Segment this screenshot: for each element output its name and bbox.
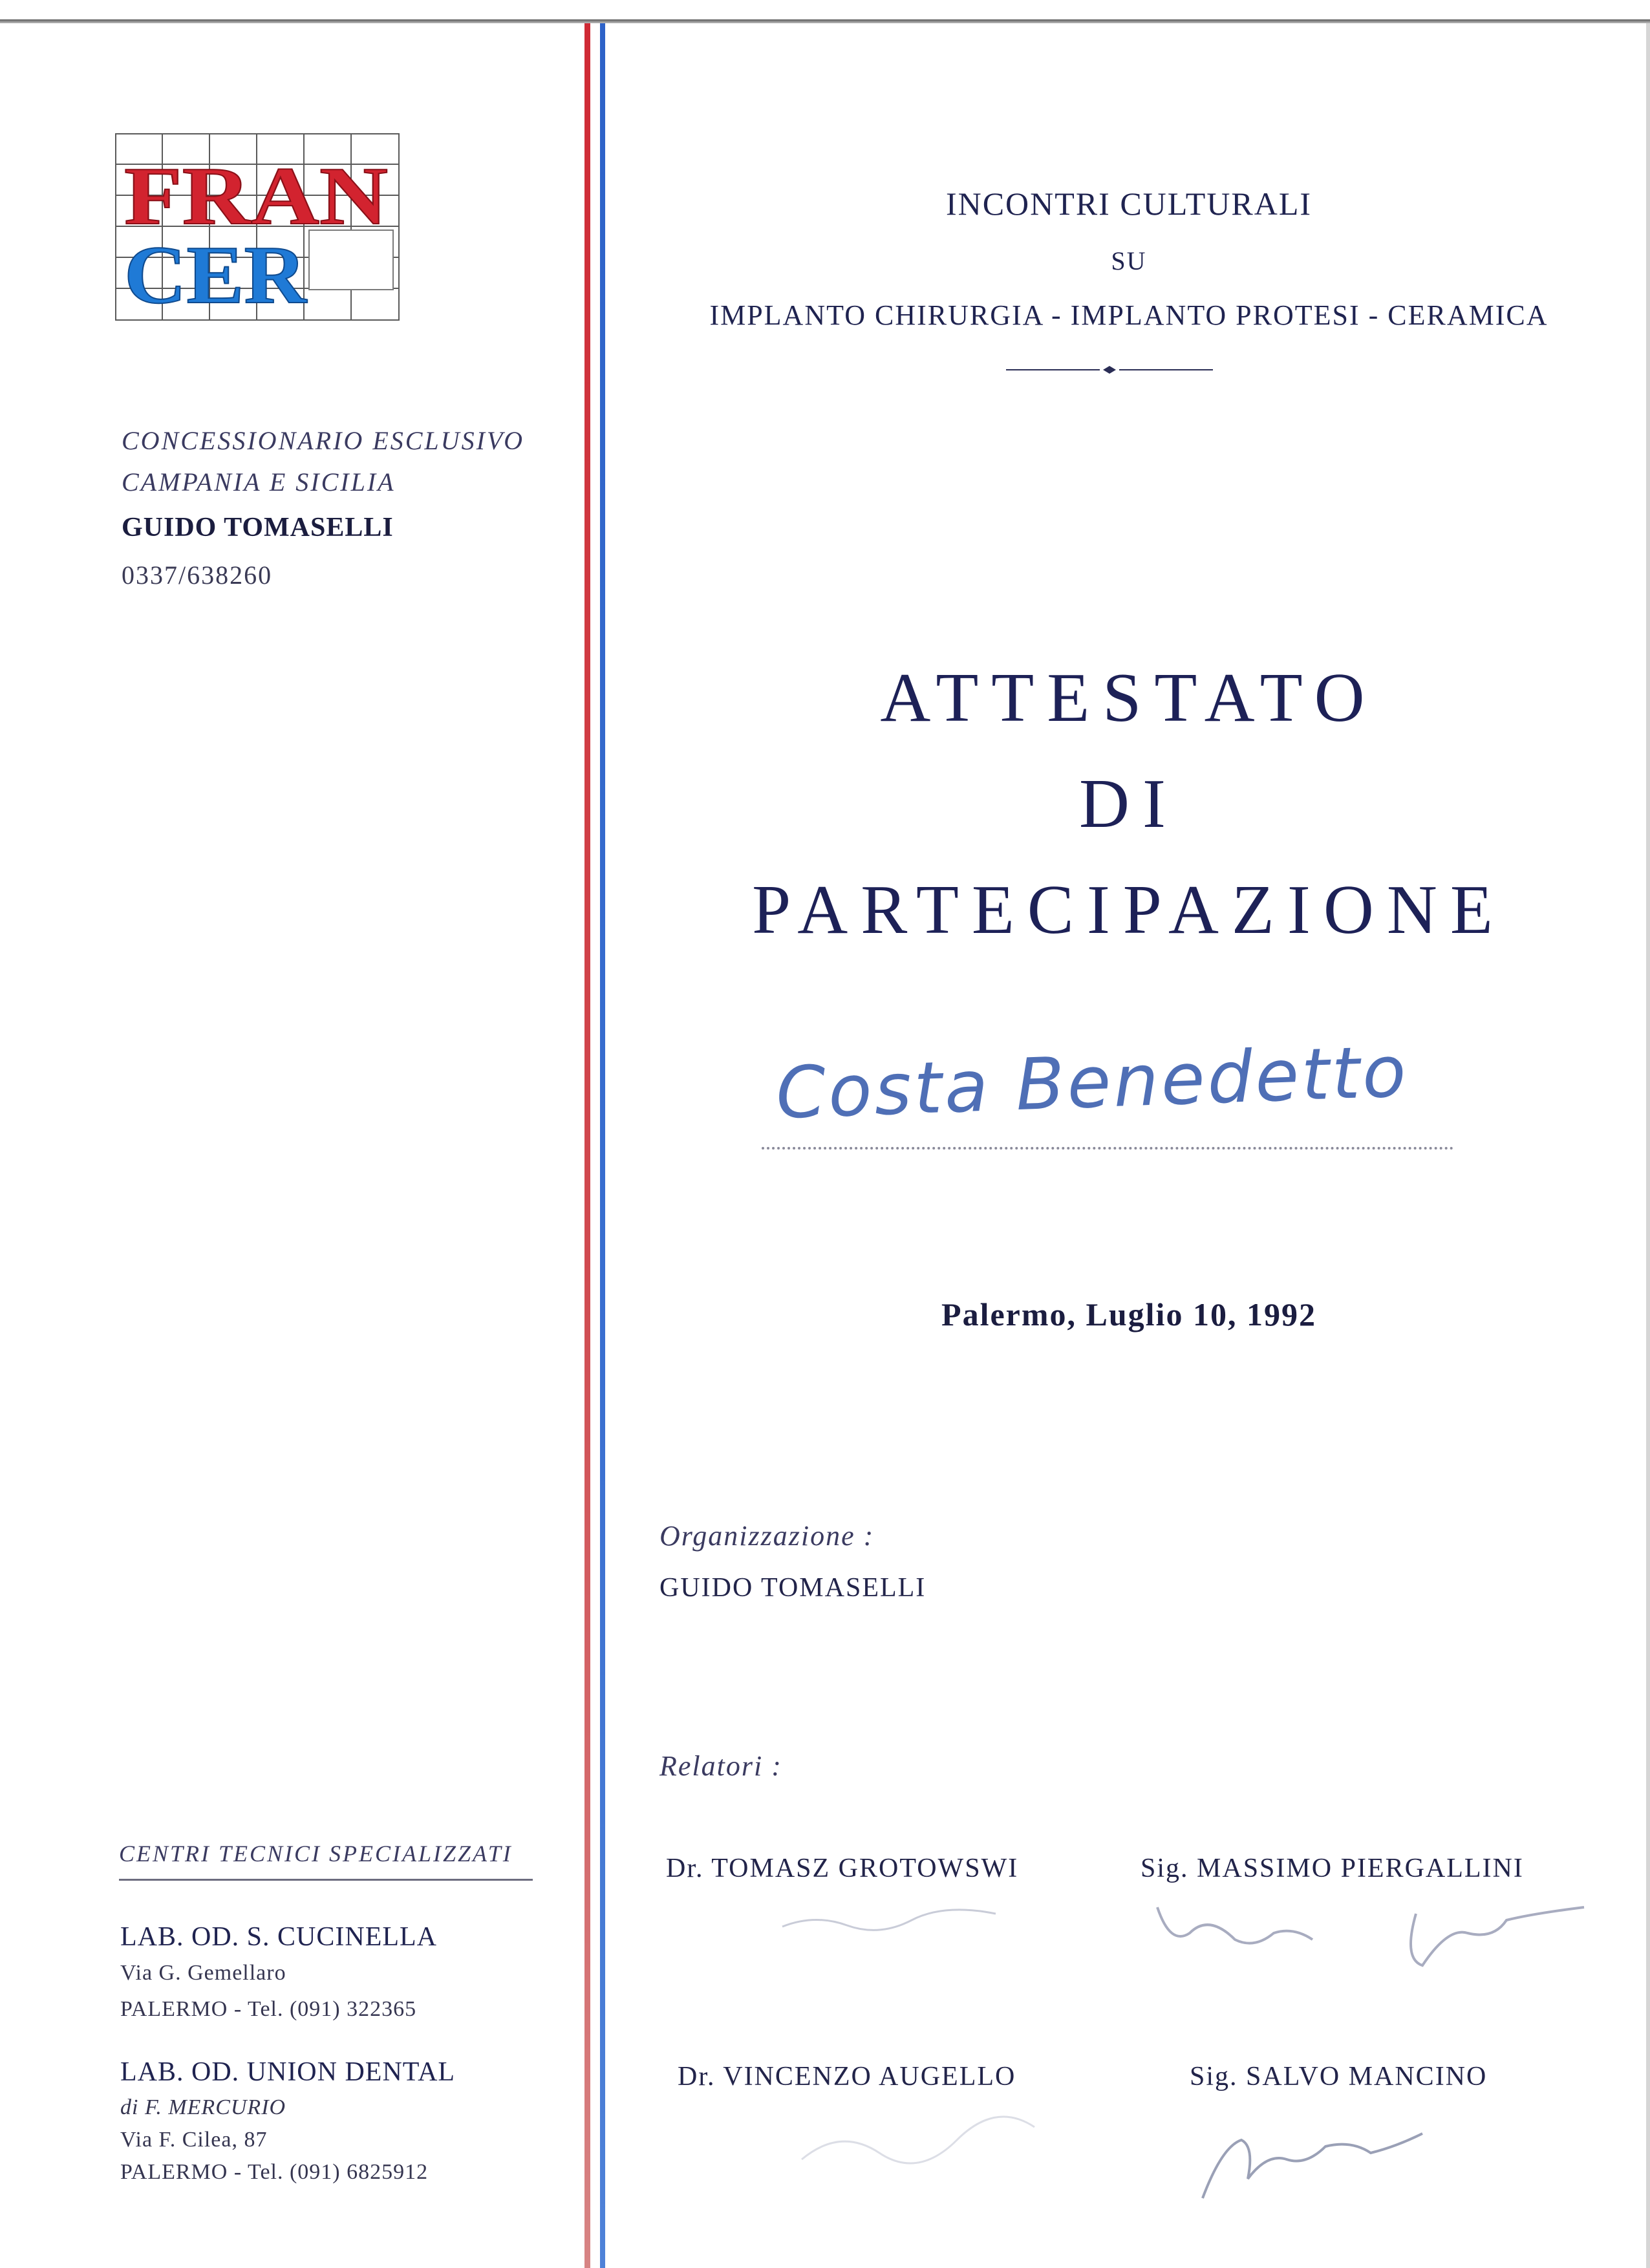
header-line2: SU [1111,246,1147,275]
owner-phone: 0337/638260 [122,561,273,590]
logo-fran-text: FRAN [124,150,388,242]
signature-grotowswi-mark [776,1894,1009,1949]
speaker-grotowswi: Dr. TOMASZ GROTOWSWI [666,1854,1019,1883]
owner-name: GUIDO TOMASELLI [122,513,394,542]
header-line3: IMPLANTO CHIRURGIA - IMPLANTO PROTESI - CERAMICA [709,299,1548,331]
signature-augello-mark [789,2101,1047,2182]
speakers-label: Relatori : [659,1750,782,1782]
name-dotted-line [762,1147,1453,1150]
centri-heading: CENTRI TECNICI SPECIALIZZATI [119,1840,533,1881]
concessionario-line2: CAMPANIA E SICILIA [122,467,396,497]
title-line3: PARTECIPAZIONE [752,872,1506,948]
speaker-mancino: Sig. SALVO MANCINO [1190,2062,1488,2091]
signature-mancino-mark [1164,2108,1474,2214]
lab-block-cucinella [120,1919,437,2027]
organization-label: Organizzazione : [659,1520,875,1552]
lab-city-tel: PALERMO - Tel. (091) 322365 [120,1997,417,2021]
place-date: Palermo, Luglio 10, 1992 [941,1296,1316,1332]
concessionario-block [122,420,524,503]
lab-city-tel: PALERMO - Tel. (091) 6825912 [120,2160,429,2184]
divider-red-line [584,23,590,2268]
divider-blue-line [600,23,605,2268]
title-line1: ATTESTATO [880,659,1378,736]
lab-address: Via F. Cilea, 87 [120,2128,268,2152]
lab-sub: di F. MERCURIO [120,2095,286,2119]
speaker-augello: Dr. VINCENZO AUGELLO [678,2062,1016,2091]
speaker-piergallini: Sig. MASSIMO PIERGALLINI [1141,1854,1524,1883]
ornament-divider-icon [1006,363,1213,380]
concessionario-line1: CONCESSIONARIO ESCLUSIVO [122,426,525,455]
signature-piergallini-mark [1144,1888,1597,1982]
lab-block-union-dental [120,2053,455,2188]
lab-name: LAB. OD. UNION DENTAL [120,2057,456,2087]
paper-top-edge [0,19,1650,23]
organization-name: GUIDO TOMASELLI [659,1573,927,1603]
header-line1: INCONTRI CULTURALI [945,186,1312,222]
paper-right-edge [1646,23,1650,2268]
lab-name: LAB. OD. S. CUCINELLA [120,1922,437,1952]
lab-address: Via G. Gemellaro [120,1961,286,1985]
francer-logo [115,133,400,321]
logo-cer-text: CER [124,229,308,321]
title-line2: DI [1079,765,1179,842]
participant-name-handwritten: Costa Benedetto [775,1029,1410,1135]
